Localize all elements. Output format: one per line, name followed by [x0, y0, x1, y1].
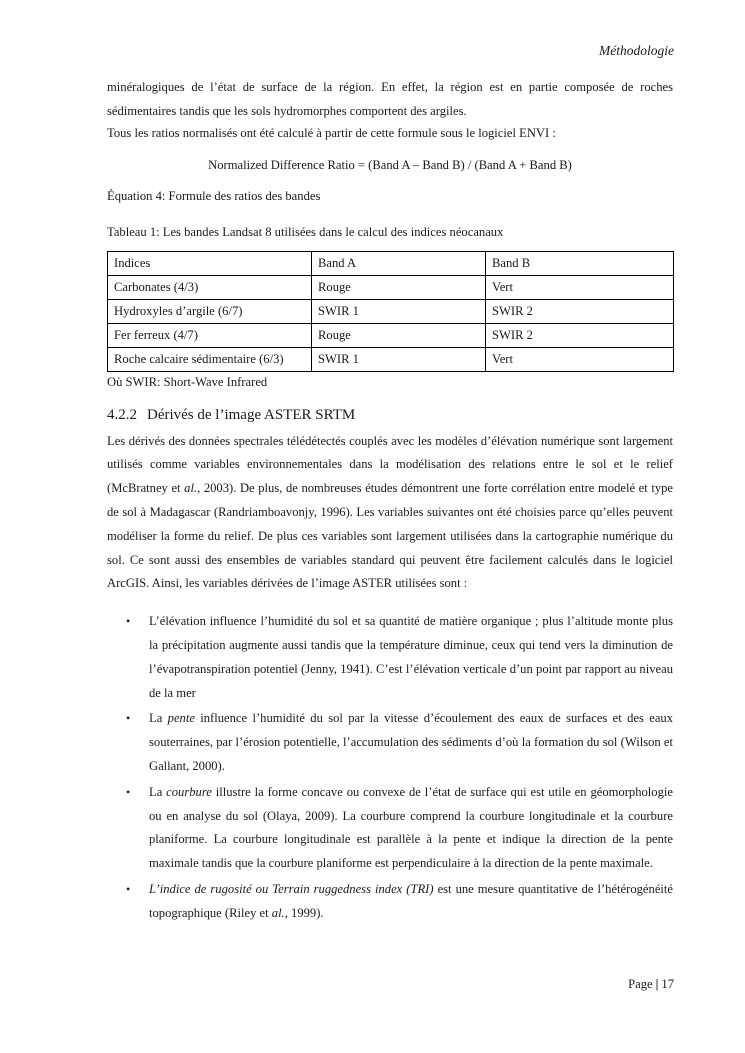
list-item-text: L’indice de rugosité ou Terrain ruggedness index (TRI) est une mesure quantitative de l’hétérogénéité topographique (Riley et al., 1999).: [149, 881, 673, 920]
list-item: [107, 878, 673, 926]
table-cell: Fer ferreux (4/7): [108, 323, 312, 347]
table-cell: SWIR 1: [312, 299, 486, 323]
page-number: 17: [661, 977, 674, 991]
page-content: [107, 76, 673, 928]
bands-table: [107, 251, 674, 372]
list-item-text: L’élévation influence l’humidité du sol et sa quantité de matière organique ; plus l’altitude monte plus la précipitation augmente aussi tandis que la température diminue, ceux qui tend vers la diminution de l’évapotranspiration potentiel (Jenny, 1941). C’est l’élévation verticale d’un point par rapport au niveau de la mer: [149, 614, 673, 700]
section-heading: [107, 405, 673, 425]
table-row: [108, 299, 674, 323]
page-footer: [628, 977, 674, 992]
table-row: [108, 323, 674, 347]
table-header-cell: Band B: [486, 251, 674, 275]
formula: Normalized Difference Ratio = (Band A – Band B) / (Band A + Band B): [208, 157, 572, 172]
table-row: [108, 275, 674, 299]
table-header-row: [108, 251, 674, 275]
page-label: Page: [628, 977, 653, 991]
page-separator: |: [655, 977, 659, 991]
table-header-cell: Indices: [108, 251, 312, 275]
section-paragraph: Les dérivés des données spectrales télédétectés couplés avec les modèles d’élévation numérique sont largement utilisés comme variables environnementales dans la modélisation des relations entre le sol et le relief (McBratney et al., 2003). De plus, de nombreuses études démontrent une forte corrélation entre modelé et type de sol à Madagascar (Randriamboavonjy, 1996). Les variables suivantes ont été choisies parce qu’elles peuvent modéliser la forme du relief. De plus ces variables sont largement utilisées dans la cartographie numérique du sol. Ce sont aussi des ensembles de variables standard qui peuvent être facilement calculés dans le logiciel ArcGIS. Ainsi, les variables dérivées de l’image ASTER utilisées sont :: [107, 433, 674, 591]
table-cell: Vert: [486, 347, 674, 371]
list-item-text: La courbure illustre la forme concave ou convexe de l’état de surface qui est utile en géomorphologie ou en analyse du sol (Olaya, 2009). La courbure comprend la courbure longitudinale et la courbure planiforme. La courbure longitudinale est parallèle à la pente et indique la direction de la pente maximale tandis que la courbure planiforme est perpendiculaire à la direction de la pente maximale.: [149, 784, 673, 871]
table-caption: Tableau 1: Les bandes Landsat 8 utilisées dans le calcul des indices néocanaux: [107, 224, 504, 239]
list-item: [107, 707, 673, 778]
running-header: Méthodologie: [599, 43, 674, 58]
ratios-paragraph: Tous les ratios normalisés ont été calculé à partir de cette formule sous le logiciel ENVI :: [107, 125, 556, 140]
table-note: Où SWIR: Short-Wave Infrared: [107, 374, 268, 389]
table-cell: Hydroxyles d’argile (6/7): [108, 299, 312, 323]
section-title: Dérivés de l’image ASTER SRTM: [147, 406, 356, 423]
table-cell: Roche calcaire sédimentaire (6/3): [108, 347, 312, 371]
bullet-icon: •: [126, 881, 131, 896]
table-header-cell: Band A: [312, 251, 486, 275]
equation-caption: Équation 4: Formule des ratios des bandes: [107, 188, 321, 203]
bullet-icon: •: [126, 784, 131, 799]
intro-paragraph: minéralogiques de l’état de surface de la région. En effet, la région est en partie composée de roches sédimentaires tandis que les sols hydromorphes comportent des argiles.: [107, 80, 673, 118]
list-item: [107, 610, 673, 705]
table-cell: SWIR 1: [312, 347, 486, 371]
table-cell: Carbonates (4/3): [108, 275, 312, 299]
section-number: 4.2.2: [107, 406, 137, 423]
table-cell: Vert: [486, 275, 674, 299]
bullet-icon: •: [126, 614, 131, 629]
table-cell: Rouge: [312, 275, 486, 299]
bullet-icon: •: [126, 711, 131, 726]
table-row: [108, 347, 674, 371]
table-cell: Rouge: [312, 323, 486, 347]
table-cell: SWIR 2: [486, 323, 674, 347]
table-cell: SWIR 2: [486, 299, 674, 323]
list-item-text: La pente influence l’humidité du sol par la vitesse d’écoulement des eaux de surfaces et des eaux souterraines, par l’érosion potentielle, l’accumulation des sédiments d’où la formation du sol (Wilson et Gallant, 2000).: [149, 711, 674, 773]
list-item: [107, 781, 673, 876]
variables-list: [107, 610, 673, 925]
